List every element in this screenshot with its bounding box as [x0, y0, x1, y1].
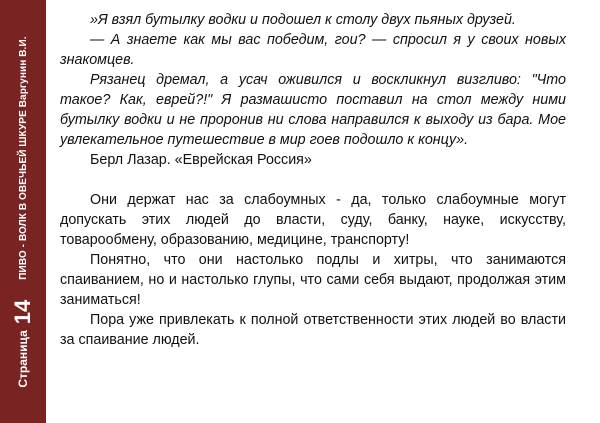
- page-sidebar: [0, 0, 46, 423]
- page-number: 14: [10, 299, 35, 325]
- paragraph-gap: [60, 170, 566, 190]
- body-paragraph: Понятно, что они настолько подлы и хитры, что занимаются спаиванием, но и настолько глупы, что сами себя выдают, продолжая этим заниматься!: [60, 252, 566, 308]
- page-label: Страница: [16, 330, 30, 388]
- quote-paragraph: — А знаете как мы вас победим, гои? — спросил я у своих новых знакомцев.: [60, 32, 566, 68]
- quote-source: Берл Лазар. «Еврейская Россия»: [90, 152, 312, 168]
- quote-paragraph: »Я взял бутылку водки и подошел к столу двух пьяных друзей.: [90, 12, 516, 28]
- sidebar-running-header: [12, 36, 34, 387]
- page-content: [60, 10, 566, 350]
- quote-paragraph: Рязанец дремал, а усач оживился и воскликнул визгливо: "Что такое? Как, еврей?!" Я размашисто поставил на стол между ними бутылку водки и не проронив ни слова направился к выходу из бара. Мое увлекательное путешествие в мир гоев подошло к концу».: [60, 72, 566, 148]
- running-title: ПИВО - ВОЛК В ОВЕЧЬЕЙ ШКУРЕ Варгунин В.И.: [17, 36, 29, 280]
- body-paragraph: Они держат нас за слабоумных - да, только слабоумные могут допускать этих людей до власти, суду, банку, науке, искусству, товарообмену, образованию, медицине, транспорту!: [60, 192, 566, 248]
- body-paragraph: Пора уже привлекать к полной ответственности этих людей во власти за спаивание людей.: [60, 312, 566, 348]
